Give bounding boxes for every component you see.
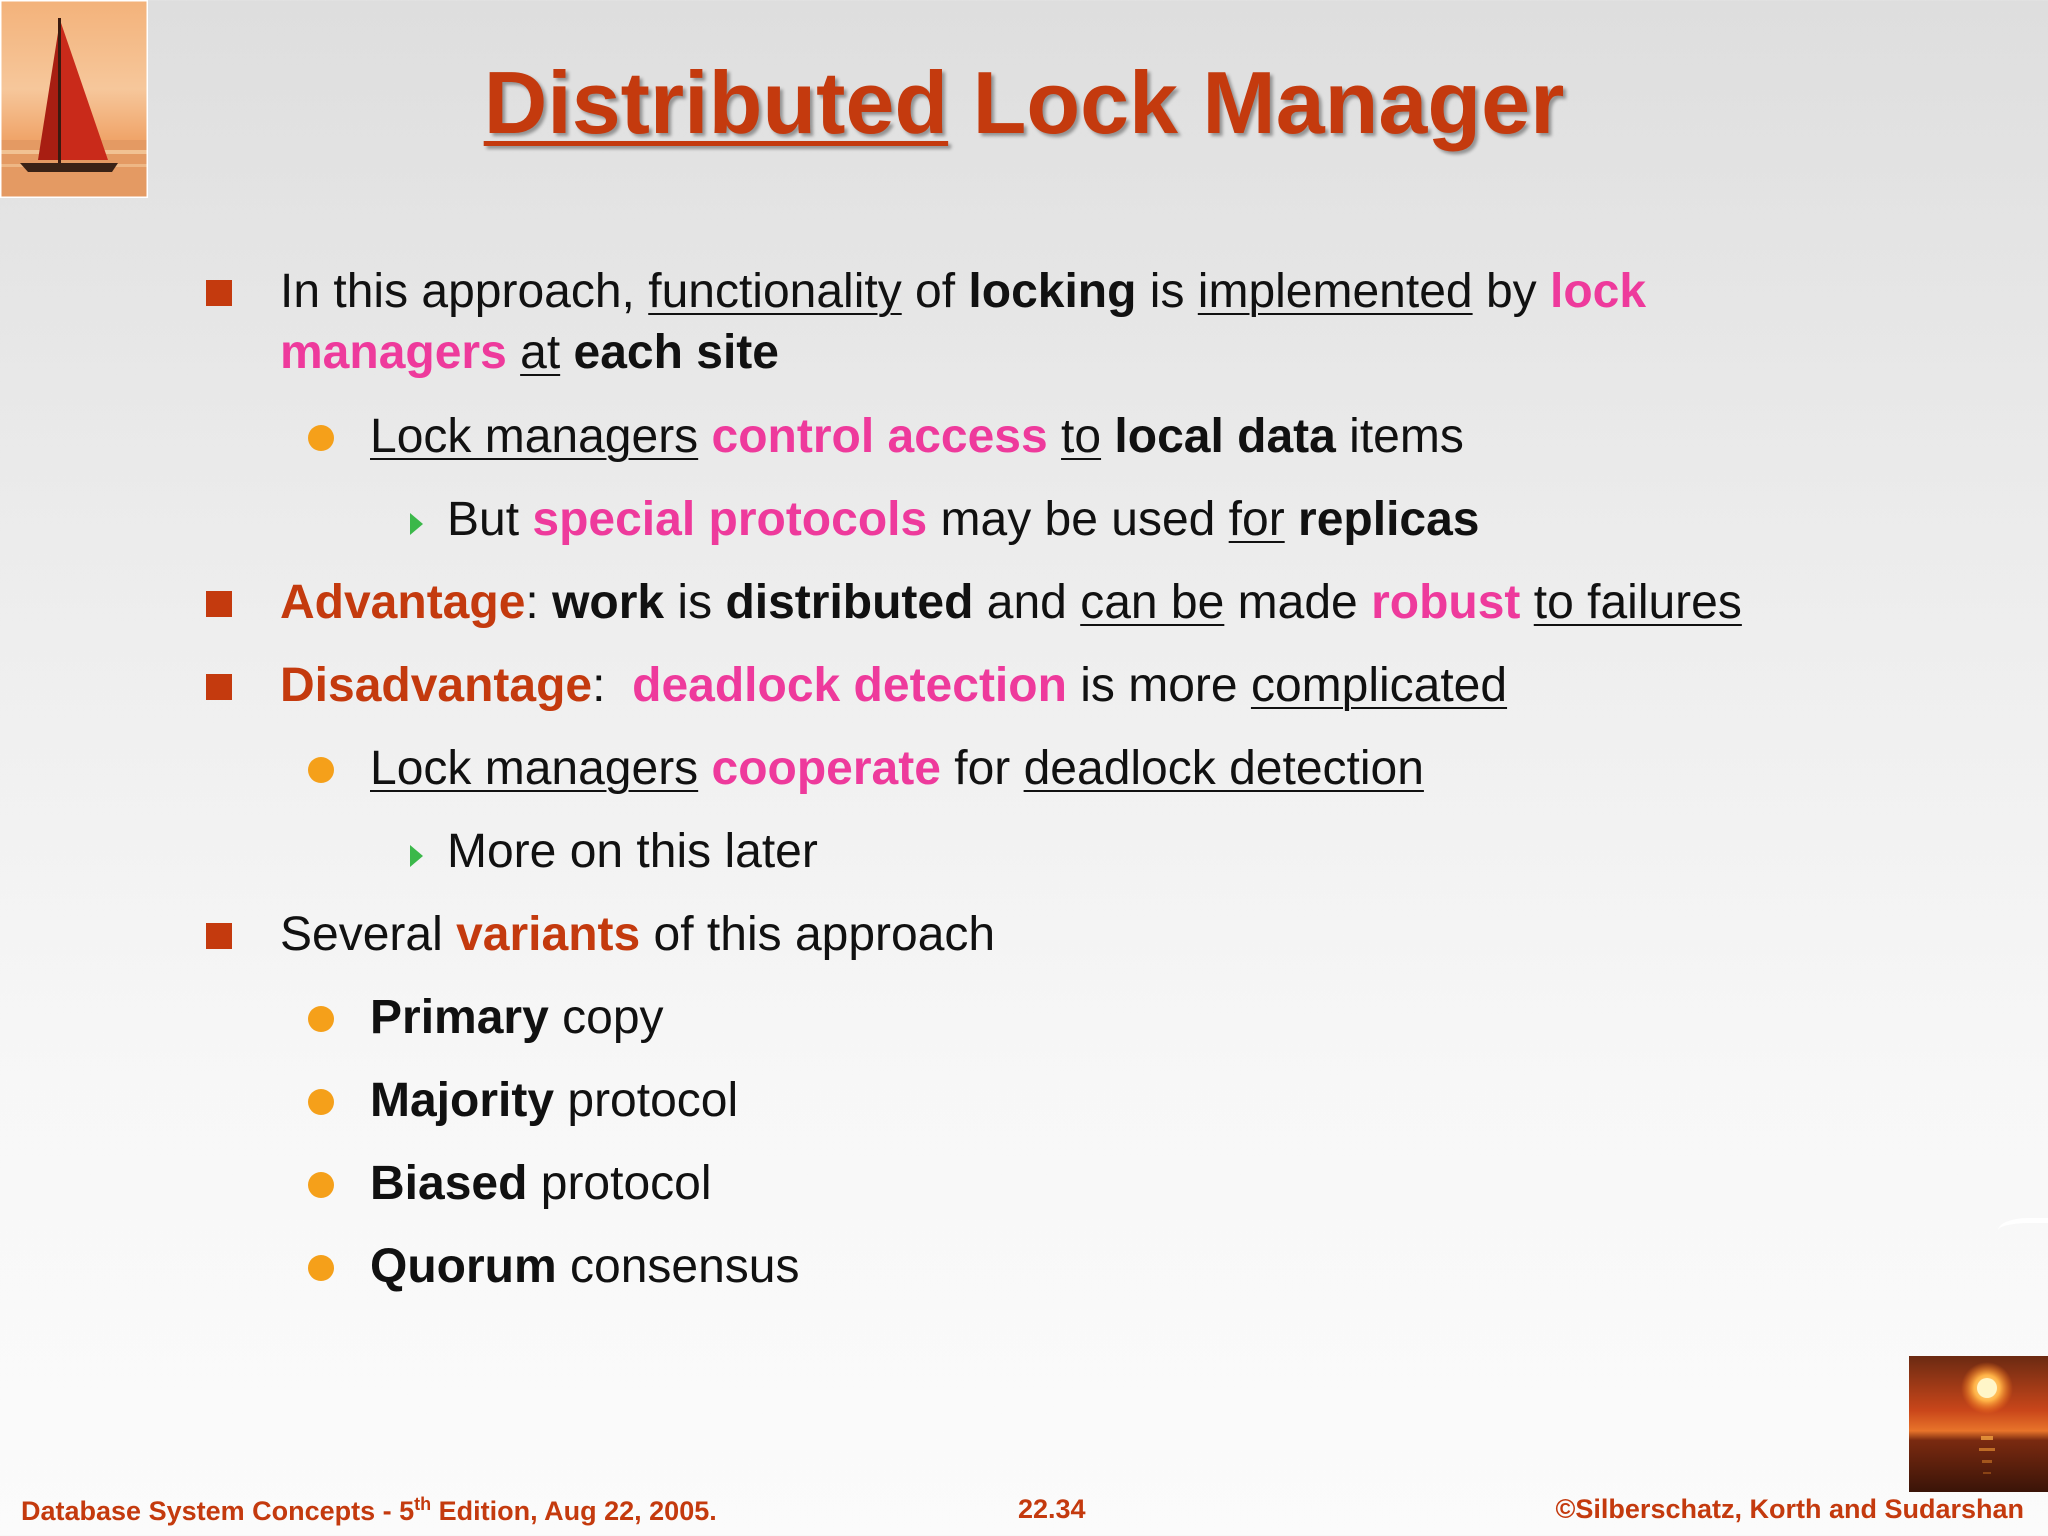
circle-bullet-icon xyxy=(308,1089,334,1115)
circle-bullet-icon xyxy=(308,425,334,451)
bullet-approach-line1: In this approach, functionality of locking is implemented by lock xyxy=(280,265,1647,318)
subbullet-lock-managers-control: Lock managers control access to local data items xyxy=(370,410,1464,463)
footer-book-title: Database System Concepts - 5th Edition, Aug 22, 2005. xyxy=(21,1494,717,1526)
circle-bullet-icon xyxy=(308,757,334,783)
circle-bullet-icon xyxy=(308,1006,334,1032)
bullet-variants: Several variants of this approach xyxy=(280,908,996,961)
footer-page-number: 22.34 xyxy=(1018,1494,1086,1524)
circle-bullet-icon xyxy=(308,1172,334,1198)
subbullet-quorum-consensus: Quorum consensus xyxy=(370,1240,800,1293)
subbullet-biased-protocol: Biased protocol xyxy=(370,1157,712,1210)
title-distributed: Distributed xyxy=(483,53,949,152)
sunset-image xyxy=(1909,1356,2048,1492)
square-bullet-icon xyxy=(206,923,232,949)
bullet-disadvantage: Disadvantage: deadlock detection is more complicated xyxy=(280,659,1508,712)
triangle-bullet-icon xyxy=(410,513,423,535)
title-rest: Lock Manager xyxy=(948,53,1565,152)
bullet-approach-line2: managers at each site xyxy=(280,326,779,379)
bullet-advantage: Advantage: work is distributed and can be made robust to failures xyxy=(280,576,1742,629)
subbullet-lock-managers-cooperate: Lock managers cooperate for deadlock detection xyxy=(370,742,1424,795)
triangle-bullet-icon xyxy=(410,845,423,867)
footer-copyright: ©Silberschatz, Korth and Sudarshan xyxy=(1555,1494,2024,1524)
decorative-arc xyxy=(1998,1218,2048,1243)
subsubbullet-special-protocols: But special protocols may be used for replicas xyxy=(447,493,1480,546)
square-bullet-icon xyxy=(206,591,232,617)
circle-bullet-icon xyxy=(308,1255,334,1281)
square-bullet-icon xyxy=(206,674,232,700)
square-bullet-icon xyxy=(206,280,232,306)
subbullet-majority-protocol: Majority protocol xyxy=(370,1074,739,1127)
subbullet-primary-copy: Primary copy xyxy=(370,991,664,1044)
subsubbullet-more-later: More on this later xyxy=(447,825,818,878)
